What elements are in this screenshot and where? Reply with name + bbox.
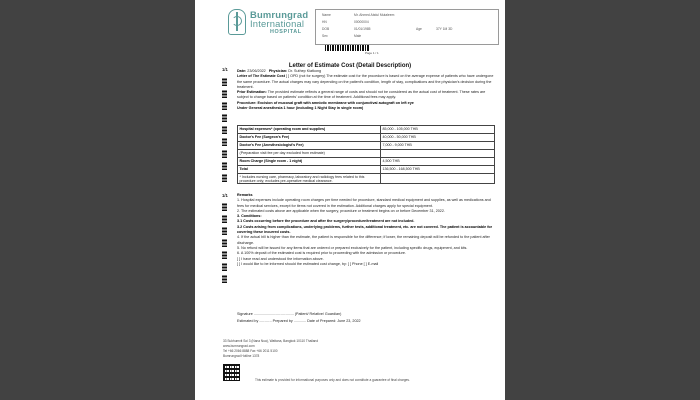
side-barcode (222, 275, 227, 283)
row-label: Room Charge (Single room - 1 night) (238, 158, 381, 166)
lead-text: The estimate cost for the procedure is based on the average expense of patients who have undergone the same procedure. The actual charges may vary depending on the patient's condition, length of stay, complications and the physician's decision during the treatment. (237, 74, 494, 89)
remark-item: 3.2 Costs arising from complications, underlying problems, further tests, additional treatment, etc. are not covered. The patient is accountable for covering these incurred costs. (237, 224, 493, 235)
side-barcode (222, 150, 227, 158)
remark-item: 3.1 Costs occurring before the procedure and after the surgery/procedure/treatment are not included. (237, 219, 415, 224)
letter-intro (237, 69, 495, 111)
hospital-name-line2: International (250, 18, 305, 29)
physician-label: Physician: (268, 69, 288, 73)
side-barcode (222, 126, 227, 134)
hospital-logo-icon (228, 9, 246, 35)
margin-mark-middle: 1/1 (222, 193, 228, 198)
patient-info-box (315, 9, 499, 45)
prior-label: Prior Estimation: (237, 90, 267, 95)
table-row (238, 158, 495, 166)
table-row (238, 142, 495, 150)
side-barcode (222, 162, 227, 170)
table-row (238, 126, 495, 134)
margin-mark-top: 1/1 (222, 67, 228, 72)
cost-table (237, 125, 495, 184)
table-row (238, 174, 495, 184)
hn-label: HN (322, 20, 327, 24)
footer-note: This estimate is provided for informational purposes only and does not constitute a guarantee of final charges. (255, 378, 410, 382)
dob-label: DOB (322, 27, 330, 31)
signature-line: Signature ....................................... (Patient/ Relative/ Guardian) (237, 312, 342, 316)
row-value: 40,000 - 50,000 THB (381, 134, 495, 142)
side-barcode (222, 227, 227, 235)
side-barcode (222, 114, 227, 122)
row-label: (Preparation visit fee per day excluded from estimate) (238, 150, 381, 158)
lead-label: Letter of The Estimate Cost (237, 74, 285, 79)
document-page (195, 0, 505, 400)
remarks-label: Remarks (237, 193, 253, 197)
inform-checkbox[interactable]: [ ] I would like to be informed should the estimated cost change, by: [ ] Phone [ ] E-mail (237, 261, 379, 266)
date-value: 23/06/2022 (247, 69, 266, 73)
row-label: Total (238, 166, 381, 174)
footer-hotline: Bumrungrad Hotline 1378 (223, 354, 260, 358)
side-barcode (222, 203, 227, 211)
side-barcode (222, 251, 227, 259)
remark-item: 4. If the actual bill is higher than the estimate, the patient is responsible for the difference; if lower, the remaining deposit will be refunded to the patient after discharge. (237, 235, 490, 245)
side-barcode (222, 174, 227, 182)
remark-item: 5. No refund will be issued for any items that are ordered or prepared exclusively for the patient, including specific drugs, equipment, and kits. (237, 245, 468, 250)
barcode (325, 45, 369, 51)
footer-website: www.bumrungrad.com (223, 344, 255, 348)
prior-text: The provided estimate reflects a general range of costs and should not be considered as the actual cost of treatment. These rates are subject to change based on patients' condition at the time of treatment. Additional fees may apply. (237, 90, 486, 100)
date-label: Date: (237, 69, 247, 73)
remark-item: 1. Hospital expenses include operating room charges per time needed for procedure, standard medical equipment and supplies, as well as medications and fees for medical services, except for items not covered in the estimation. Additional charges apply for special equipment. (237, 198, 491, 208)
name-value: Mr. Ahmed Abdul Mutaleem (354, 13, 395, 17)
side-barcode (222, 239, 227, 247)
hn-value: 00000004 (354, 20, 369, 24)
footer-address: 33 Sukhumvit Soi 3 (Nana Nua), Wattana, Bangkok 10110 Thailand (223, 339, 319, 343)
side-barcode (222, 215, 227, 223)
hospital-name-line3: HOSPITAL (270, 29, 302, 35)
side-barcode (222, 102, 227, 110)
lead-value: [ ] OPD (not for surgery) (285, 74, 326, 79)
row-label: * Includes nursing care, pharmacy, laboratory and radiology fees related to this procedure only; excludes pre-operative medical clearance. (238, 174, 381, 184)
name-label: Name (322, 13, 331, 17)
side-barcode (222, 263, 227, 271)
side-barcode (222, 78, 227, 86)
row-label: Doctor's Fee (Surgeon's Fee) (238, 134, 381, 142)
side-barcode (222, 90, 227, 98)
table-row (238, 134, 495, 142)
row-value: 136,500 - 168,500 THB (381, 166, 495, 174)
row-value: 4,500 THB (381, 158, 495, 166)
acknowledge-checkbox[interactable]: [ ] I have read and understood the information above. (237, 256, 324, 261)
anesthesia-label: Under General anesthesia 1 hour (including 1 Night Stay in single room) (237, 106, 364, 111)
remark-item: 6. A 100% deposit of the estimated cost is required prior to proceeding with the admission or procedure. (237, 251, 406, 256)
hospital-name-line1: Bumrungrad (250, 9, 309, 20)
sex-value: Male (354, 34, 362, 38)
side-barcode (222, 138, 227, 146)
procedure-value: Excision of mucosal graft with amniotic membrane with conjunctival autograft on left eye (257, 100, 414, 105)
sex-label: Sex (322, 34, 328, 38)
footer-phone: Tel +66 2066 8888 Fax +66 2011 5100 (223, 349, 278, 353)
procedure-label: Procedure: (237, 100, 257, 105)
document-title: Letter of Estimate Cost (Detail Description) (288, 63, 412, 69)
qr-code-icon (223, 364, 240, 381)
row-label: Doctor's Fee (Anesthesiologist's Fee) (238, 142, 381, 150)
row-value: 7,000 - 9,000 THB (381, 142, 495, 150)
row-value (381, 174, 495, 184)
remark-item: 2. The estimated costs above are applicable when the surgery, procedure or treatment begins on or before December 31, 2022. (237, 208, 445, 213)
dob-value: 01/01/1985 (354, 27, 371, 31)
age-label: Age (416, 27, 422, 31)
remark-item: 3. Conditions: (237, 214, 262, 219)
table-row (238, 150, 495, 158)
row-label: Hospital expenses* (operating room and supplies) (238, 126, 381, 134)
row-value (381, 150, 495, 158)
remarks-section (237, 193, 495, 267)
age-value: 37Y 1M 3D (436, 27, 453, 31)
prepared-by-line: Estimated by ............ Prepared by ............ Date of Prepared: June 23, 2022 (237, 319, 361, 323)
physician-value: Dr. Suthep Kiatkong (288, 69, 322, 73)
row-value: 85,000 - 105,000 THB (381, 126, 495, 134)
table-row (238, 166, 495, 174)
page-number: Page 1 / 1 (365, 51, 379, 55)
